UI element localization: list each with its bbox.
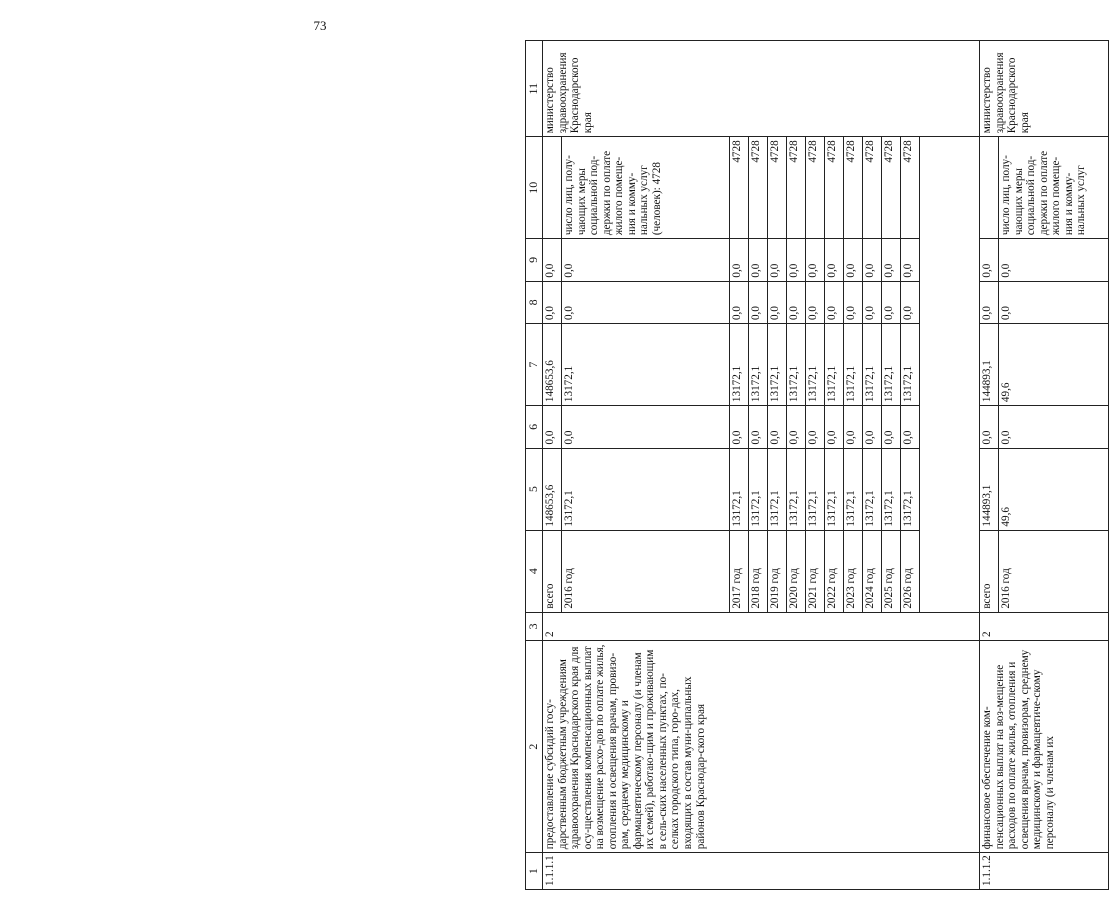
value-cell: 13172,1 bbox=[562, 324, 730, 406]
value-cell: 0,0 bbox=[806, 281, 825, 323]
value-cell: 13172,1 bbox=[749, 448, 768, 530]
indicator-cell: 4728 bbox=[749, 137, 768, 239]
value-cell: 13172,1 bbox=[844, 324, 863, 406]
value-cell: 0,0 bbox=[901, 406, 920, 448]
value-cell: 0,0 bbox=[863, 406, 882, 448]
value-cell: 0,0 bbox=[562, 406, 730, 448]
year-cell: 2023 год bbox=[844, 530, 863, 612]
year-cell: 2024 год bbox=[863, 530, 882, 612]
value-cell: 13172,1 bbox=[863, 324, 882, 406]
table-row bbox=[543, 41, 562, 890]
value-cell: 0,0 bbox=[882, 281, 901, 323]
responsible-cell: министерство здравоохранения Краснодарского края bbox=[543, 41, 980, 137]
item-col3: 2 bbox=[543, 612, 980, 640]
value-cell: 0,0 bbox=[806, 239, 825, 281]
value-cell: 13172,1 bbox=[825, 448, 844, 530]
year-cell: 2022 год bbox=[825, 530, 844, 612]
indicator-cell: число лиц, полу-чающих меры социальной под-держки по оплате жилого помеще-ния и комму-нальных услуг bbox=[999, 137, 1109, 239]
indicator-cell: 4728 bbox=[844, 137, 863, 239]
value-cell: 144893,1 bbox=[980, 448, 999, 530]
value-cell: 0,0 bbox=[787, 406, 806, 448]
value-cell: 0,0 bbox=[768, 406, 787, 448]
empty-cell bbox=[980, 137, 999, 239]
value-cell: 0,0 bbox=[730, 239, 749, 281]
value-cell: 0,0 bbox=[882, 406, 901, 448]
value-cell: 148653,6 bbox=[543, 448, 562, 530]
value-cell: 13172,1 bbox=[901, 324, 920, 406]
value-cell: 0,0 bbox=[543, 281, 562, 323]
value-cell: 0,0 bbox=[749, 239, 768, 281]
value-cell: 0,0 bbox=[787, 239, 806, 281]
value-cell: 0,0 bbox=[844, 281, 863, 323]
item-code: 1.1.1.1 bbox=[543, 853, 980, 890]
value-cell: 0,0 bbox=[844, 406, 863, 448]
value-cell: 13172,1 bbox=[901, 448, 920, 530]
value-cell: 144893,1 bbox=[980, 324, 999, 406]
header-cell: 8 bbox=[526, 281, 543, 323]
year-cell: 2019 год bbox=[768, 530, 787, 612]
value-cell: 0,0 bbox=[863, 281, 882, 323]
item-description: предоставление субсидий госу-дарственным бюджетным учреждениям здравоохранения Краснодарского края для осу-ществления компенсационных выплат на возмещение расхо-дов по оплате жилья, отопления и освещения врачам, провизо-рам, среднему медицинскому и фармацевтическому персоналу (и членам их семей), работаю-щим и проживающим в сель-ских населенных пунктах, по-селках городского типа, горо-дах, входящих в состав муни-ципальных районов Краснодар-ского края bbox=[543, 640, 980, 852]
header-cell: 10 bbox=[526, 137, 543, 239]
header-cell: 4 bbox=[526, 530, 543, 612]
value-cell: 13172,1 bbox=[730, 448, 749, 530]
value-cell: 0,0 bbox=[980, 406, 999, 448]
year-cell: 2016 год bbox=[562, 530, 730, 612]
year-cell: 2018 год bbox=[749, 530, 768, 612]
value-cell: 13172,1 bbox=[806, 448, 825, 530]
responsible-cell: министерство здравоохранения Краснодарского края bbox=[980, 41, 1109, 137]
value-cell: 0,0 bbox=[863, 239, 882, 281]
value-cell: 0,0 bbox=[562, 239, 730, 281]
value-cell: 0,0 bbox=[543, 239, 562, 281]
item-code: 1.1.1.2 bbox=[980, 853, 1109, 890]
year-cell: 2020 год bbox=[787, 530, 806, 612]
indicator-cell: 4728 bbox=[806, 137, 825, 239]
header-cell: 2 bbox=[526, 640, 543, 852]
year-cell: 2021 год bbox=[806, 530, 825, 612]
value-cell: 13172,1 bbox=[863, 448, 882, 530]
value-cell: 0,0 bbox=[768, 281, 787, 323]
year-cell: 2016 год bbox=[999, 530, 1109, 612]
value-cell: 0,0 bbox=[844, 239, 863, 281]
value-cell: 0,0 bbox=[730, 281, 749, 323]
value-cell: 0,0 bbox=[749, 281, 768, 323]
value-cell: 13172,1 bbox=[844, 448, 863, 530]
empty-cell bbox=[543, 137, 562, 239]
value-cell: 0,0 bbox=[806, 406, 825, 448]
value-cell: 148653,6 bbox=[543, 324, 562, 406]
value-cell: 13172,1 bbox=[806, 324, 825, 406]
indicator-cell: 4728 bbox=[882, 137, 901, 239]
value-cell: 0,0 bbox=[730, 406, 749, 448]
value-cell: 13172,1 bbox=[749, 324, 768, 406]
value-cell: 13172,1 bbox=[787, 324, 806, 406]
header-cell: 9 bbox=[526, 239, 543, 281]
program-table bbox=[525, 40, 1109, 890]
value-cell: 49,6 bbox=[999, 448, 1109, 530]
indicator-cell: число лиц, полу-чающих меры социальной под-держки по оплате жилого помеще-ния и комму-нальных услуг (человек): 4728 bbox=[562, 137, 730, 239]
year-cell: 2025 год bbox=[882, 530, 901, 612]
indicator-cell: 4728 bbox=[768, 137, 787, 239]
indicator-cell: 4728 bbox=[825, 137, 844, 239]
header-cell: 7 bbox=[526, 324, 543, 406]
value-cell: 0,0 bbox=[543, 406, 562, 448]
value-cell: 0,0 bbox=[825, 406, 844, 448]
value-cell: 0,0 bbox=[999, 281, 1109, 323]
value-cell: 13172,1 bbox=[787, 448, 806, 530]
value-cell: 0,0 bbox=[825, 281, 844, 323]
value-cell: 49,6 bbox=[999, 324, 1109, 406]
header-cell: 3 bbox=[526, 612, 543, 640]
item-col3: 2 bbox=[980, 612, 1109, 640]
value-cell: 0,0 bbox=[749, 406, 768, 448]
header-cell: 11 bbox=[526, 41, 543, 137]
value-cell: 0,0 bbox=[901, 239, 920, 281]
value-cell: 0,0 bbox=[999, 406, 1109, 448]
indicator-cell: 4728 bbox=[730, 137, 749, 239]
header-cell: 6 bbox=[526, 406, 543, 448]
value-cell: 0,0 bbox=[980, 281, 999, 323]
header-cell: 1 bbox=[526, 853, 543, 890]
year-cell: 2017 год bbox=[730, 530, 749, 612]
header-row bbox=[526, 41, 543, 890]
header-cell: 5 bbox=[526, 448, 543, 530]
value-cell: 0,0 bbox=[980, 239, 999, 281]
year-cell: 2026 год bbox=[901, 530, 920, 612]
value-cell: 13172,1 bbox=[562, 448, 730, 530]
value-cell: 0,0 bbox=[562, 281, 730, 323]
value-cell: 13172,1 bbox=[768, 324, 787, 406]
value-cell: 0,0 bbox=[768, 239, 787, 281]
year-cell: всего bbox=[543, 530, 562, 612]
value-cell: 13172,1 bbox=[768, 448, 787, 530]
value-cell: 0,0 bbox=[825, 239, 844, 281]
page-number: 73 bbox=[313, 18, 327, 33]
year-cell: всего bbox=[980, 530, 999, 612]
indicator-cell: 4728 bbox=[787, 137, 806, 239]
value-cell: 0,0 bbox=[999, 239, 1109, 281]
value-cell: 13172,1 bbox=[730, 324, 749, 406]
table-row bbox=[980, 41, 999, 890]
value-cell: 0,0 bbox=[882, 239, 901, 281]
value-cell: 0,0 bbox=[787, 281, 806, 323]
empty-cell bbox=[920, 137, 980, 612]
item-description: финансовое обеспечение ком-пенсационных выплат на воз-мещение расходов по оплате жилья, отопления и освещения врачам, провизорам, среднему медицинскому и фармацевтиче-скому персоналу (и членам их bbox=[980, 640, 1109, 852]
value-cell: 13172,1 bbox=[882, 448, 901, 530]
indicator-cell: 4728 bbox=[901, 137, 920, 239]
indicator-cell: 4728 bbox=[863, 137, 882, 239]
value-cell: 0,0 bbox=[901, 281, 920, 323]
value-cell: 13172,1 bbox=[882, 324, 901, 406]
value-cell: 13172,1 bbox=[825, 324, 844, 406]
